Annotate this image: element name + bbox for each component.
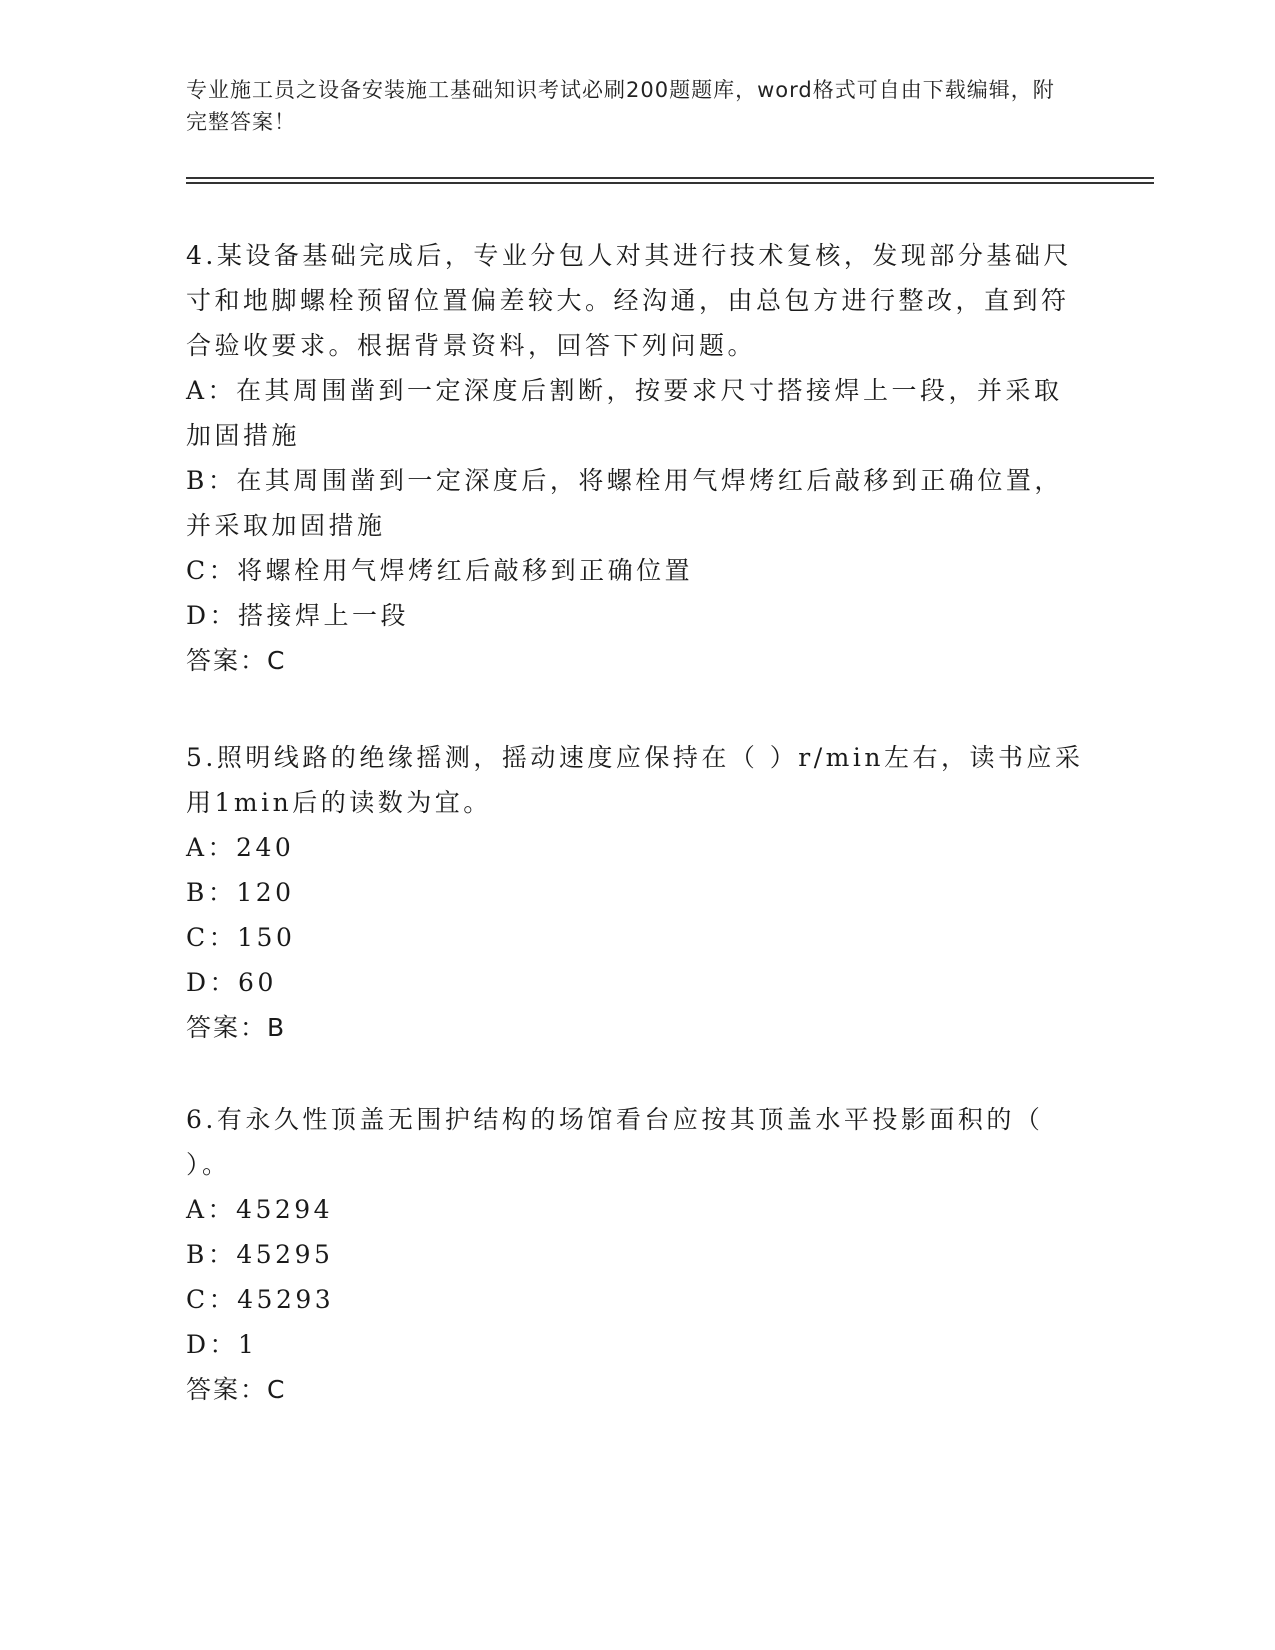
answer: 答案：B: [186, 1013, 287, 1042]
option-c: C：45293: [186, 1285, 335, 1314]
answer: 答案：C: [186, 646, 287, 675]
answer: 答案：C: [186, 1375, 287, 1404]
option-b: B：120: [186, 878, 295, 907]
option-a: A：240: [186, 833, 295, 862]
question-stem: 4.某设备基础完成后，专业分包人对其进行技术复核，发现部分基础尺寸和地脚螺栓预留位置偏差较大。经沟通，由总包方进行整改，直到符合验收要求。根据背景资料，回答下列问题。: [186, 241, 1072, 360]
option-a: A：在其周围凿到一定深度后割断，按要求尺寸搭接焊上一段，并采取加固措施: [186, 376, 1063, 450]
document-header: 专业施工员之设备安装施工基础知识考试必刷200题题库，word格式可自由下载编辑，附完整答案！: [186, 78, 1055, 134]
header-divider-bottom: [186, 182, 1154, 184]
option-b: B：45295: [186, 1240, 334, 1269]
question-stem: 5.照明线路的绝缘摇测，摇动速度应保持在（ ）r/min左右，读书应采用1min后的读数为宜。: [186, 743, 1084, 817]
question-block: [186, 233, 1086, 683]
option-c: C：将螺栓用气焊烤红后敲移到正确位置: [186, 556, 694, 585]
option-b: B：在其周围凿到一定深度后，将螺栓用气焊烤红后敲移到正确位置，并采取加固措施: [186, 466, 1063, 540]
header-divider-top: [186, 177, 1154, 179]
question-block: [186, 735, 1086, 1050]
question-stem: 6.有永久性顶盖无围护结构的场馆看台应按其顶盖水平投影面积的（ ）。: [186, 1105, 1044, 1179]
option-d: D：60: [186, 968, 277, 997]
option-d: D：1: [186, 1330, 258, 1359]
option-c: C：150: [186, 923, 296, 952]
question-block: [186, 1097, 1086, 1412]
option-a: A：45294: [186, 1195, 334, 1224]
option-d: D：搭接焊上一段: [186, 601, 410, 630]
